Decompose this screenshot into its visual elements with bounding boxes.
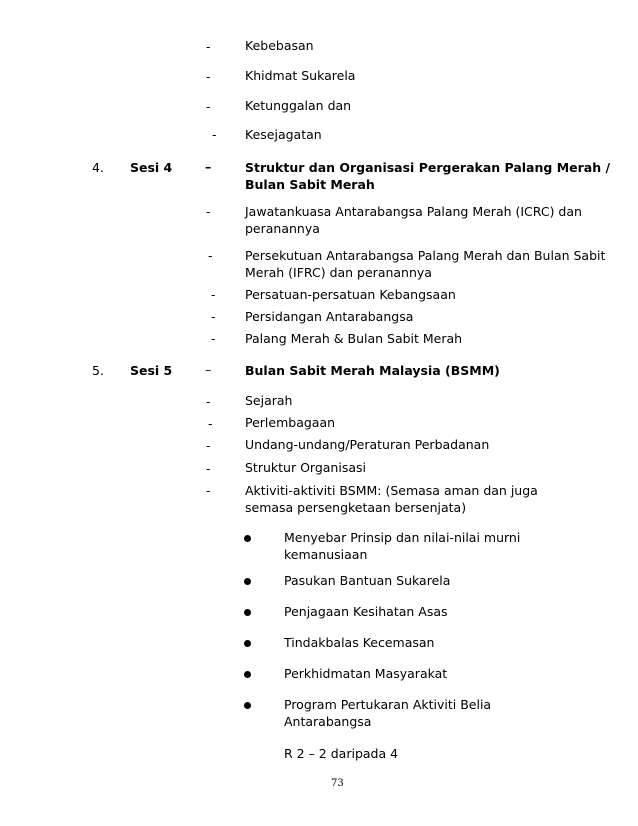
bullet-item: Perkhidmatan Masyarakat: [284, 666, 448, 681]
list-dash: -: [211, 331, 216, 346]
list-dash: -: [206, 483, 211, 498]
list-item: Aktiviti-aktiviti BSMM: (Semasa aman dan juga: [245, 483, 538, 498]
list-item: Palang Merah & Bulan Sabit Merah: [245, 331, 463, 346]
list-item-cont: Merah (IFRC) dan peranannya: [245, 265, 432, 280]
list-dash: -: [208, 248, 213, 263]
session-title: Struktur dan Organisasi Pergerakan Palang Merah /: [245, 160, 611, 175]
bullet-item: Pasukan Bantuan Sukarela: [284, 573, 451, 588]
list-item: Persekutuan Antarabangsa Palang Merah dan Bulan Sabit: [245, 248, 606, 263]
bullet-item-cont: Antarabangsa: [284, 714, 372, 729]
list-dash: -: [206, 99, 211, 114]
section-number: 4.: [92, 160, 104, 175]
bullet-icon: [244, 640, 251, 647]
list-item-cont: semasa persengketaan bersenjata): [245, 500, 467, 515]
session-label: Sesi 4: [130, 160, 173, 175]
bullet-item: Penjagaan Kesihatan Asas: [284, 604, 448, 619]
bullet-item: Menyebar Prinsip dan nilai-nilai murni: [284, 530, 521, 545]
list-dash: -: [206, 69, 211, 84]
list-item: Ketunggalan dan: [245, 98, 352, 113]
list-dash: -: [206, 461, 211, 476]
session-title-cont: Bulan Sabit Merah: [245, 177, 375, 192]
list-item: Sejarah: [245, 393, 293, 408]
list-item: Kebebasan: [245, 38, 314, 53]
bullet-item-cont: kemanusiaan: [284, 547, 368, 562]
list-item: Jawatankuasa Antarabangsa Palang Merah (ICRC) dan: [245, 204, 582, 219]
bullet-icon: [244, 671, 251, 678]
list-item: Struktur Organisasi: [245, 460, 366, 475]
bullet-item: Program Pertukaran Aktiviti Belia: [284, 697, 492, 712]
list-item-cont: peranannya: [245, 221, 320, 236]
session-separator: –: [205, 159, 212, 174]
page-reference: R 2 – 2 daripada 4: [284, 746, 399, 761]
bullet-icon: [244, 609, 251, 616]
session-separator: –: [205, 362, 212, 377]
bullet-item: Tindakbalas Kecemasan: [284, 635, 435, 650]
list-dash: -: [206, 438, 211, 453]
list-dash: -: [206, 39, 211, 54]
page-number: 73: [331, 778, 344, 789]
bullet-icon: [244, 535, 251, 542]
list-dash: -: [206, 204, 211, 219]
list-dash: -: [208, 416, 213, 431]
session-label: Sesi 5: [130, 363, 173, 378]
bullet-icon: [244, 702, 251, 709]
list-item: Undang-undang/Peraturan Perbadanan: [245, 437, 490, 452]
list-dash: -: [212, 127, 217, 142]
list-item: Persatuan-persatuan Kebangsaan: [245, 287, 456, 302]
section-number: 5.: [92, 363, 104, 378]
bullet-icon: [244, 578, 251, 585]
list-item: Khidmat Sukarela: [245, 68, 356, 83]
list-item: Kesejagatan: [245, 127, 322, 142]
list-dash: -: [211, 309, 216, 324]
session-title: Bulan Sabit Merah Malaysia (BSMM): [245, 363, 500, 378]
list-dash: -: [206, 394, 211, 409]
list-item: Perlembagaan: [245, 415, 336, 430]
list-item: Persidangan Antarabangsa: [245, 309, 414, 324]
list-dash: -: [211, 287, 216, 302]
